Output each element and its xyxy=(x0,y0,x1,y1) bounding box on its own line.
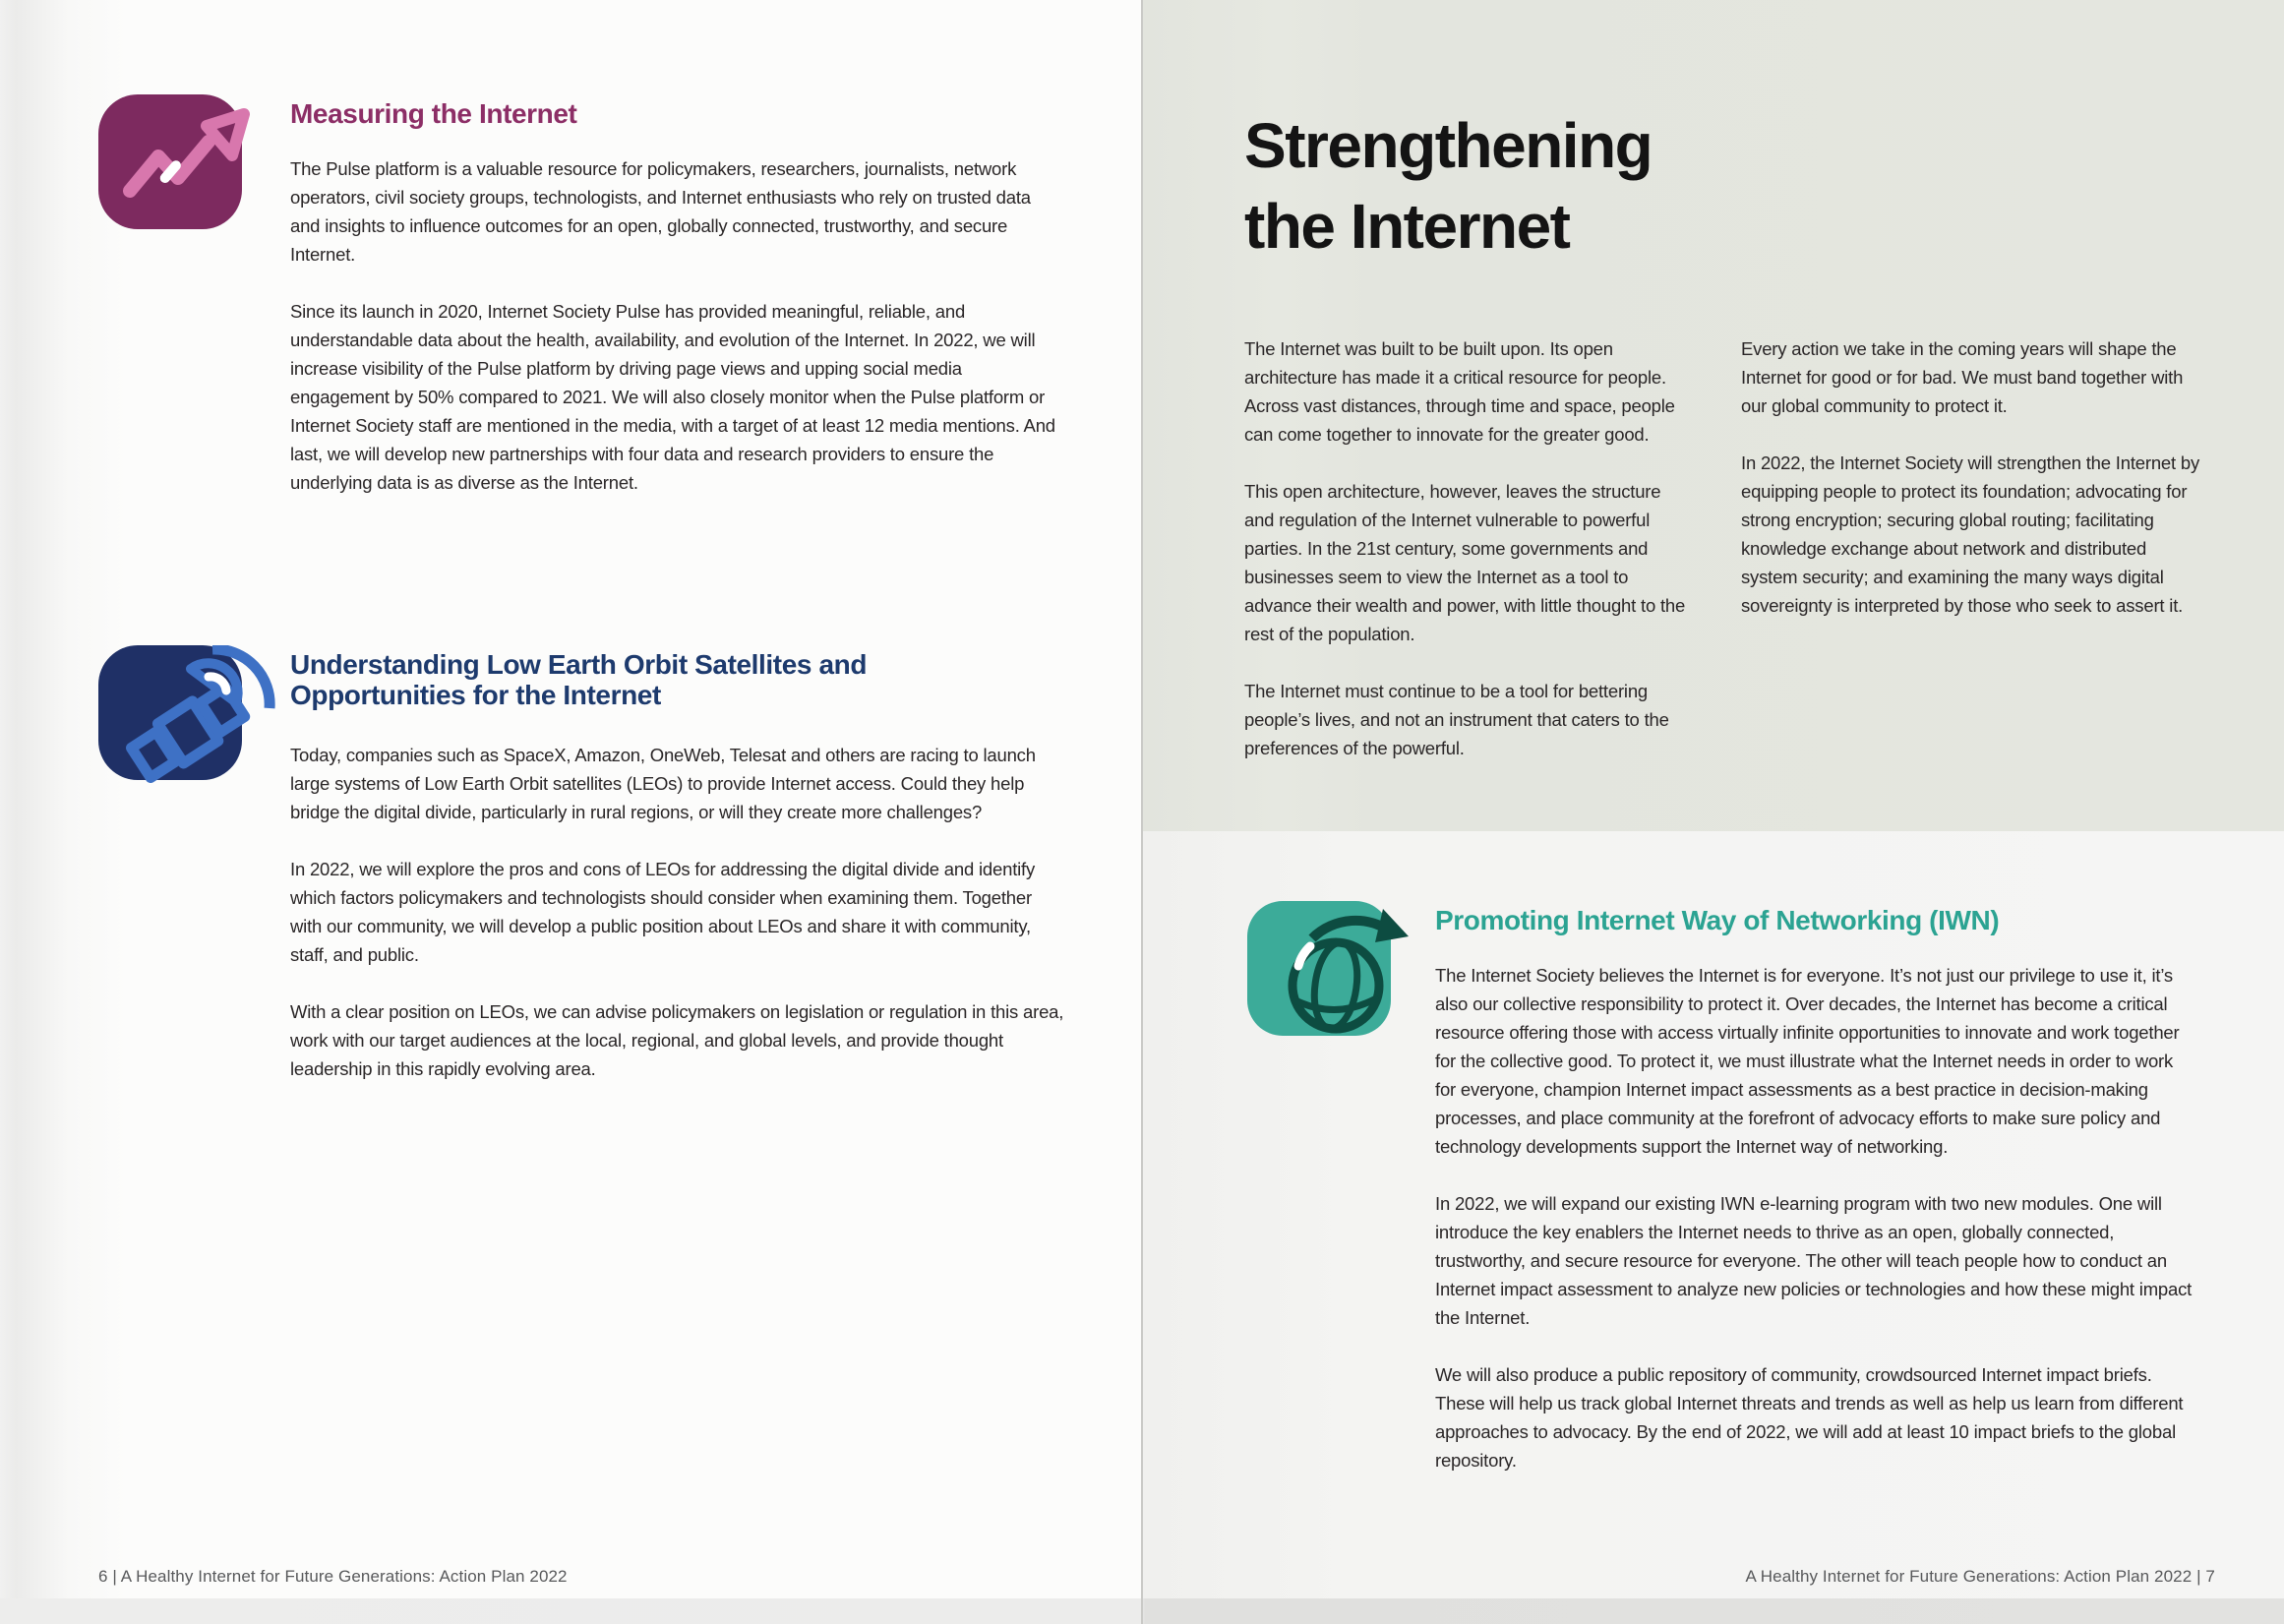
page-7 xyxy=(1143,0,2284,1624)
trend-arrow-icon xyxy=(98,94,277,232)
page-title-line1: Strengthening xyxy=(1244,110,1653,181)
paragraph: In 2022, we will explore the pros and cons of LEOs for addressing the digital divide and identify which factors policymakers and technologists should consider when examining them. Together with our community, we will develop a public position about LEOs and share it with community, staff, and public. xyxy=(290,858,1036,965)
page-title xyxy=(1244,106,1652,268)
paragraph: With a clear position on LEOs, we can advise policymakers on legislation or regulation in this area, work with our target audiences at the local, regional, and global levels, and provide thought leadership in this rapidly evolving area. xyxy=(290,1000,1064,1079)
section-heading-leo: Understanding Low Earth Orbit Satellites and Opportunities for the Internet xyxy=(290,649,868,711)
paragraph: The Internet Society believes the Internet is for everyone. It’s not just our privilege to use it, it’s also our collective responsibility to protect it. Over decades, the Internet has become a critical resource offering those with access virtually infinite opportunities to innovate and work together for the collective good. To protect it, we must illustrate what the Internet needs in order to work for everyone, champion Internet impact assessments as a best practice in decision-making processes, and place community at the forefront of advocacy efforts to make sure policy and technology developments support the Internet way of networking. xyxy=(1435,965,2180,1158)
section-iwn xyxy=(1435,905,2194,1503)
paragraph: This open architecture, however, leaves the structure and regulation of the Internet vulnerable to powerful parties. In the 21st century, some governments and businesses seem to view the Internet as a tool to advance their wealth and power, with little thought to the rest of the population. xyxy=(1244,481,1686,644)
hero-column-2 xyxy=(1741,334,2205,648)
page-footer-left: 6 | A Healthy Internet for Future Generations: Action Plan 2022 xyxy=(98,1567,568,1586)
paragraph: The Internet was built to be built upon. Its open architecture has made it a critical resource for people. Across vast distances, through time and space, people can come together to innovate for the greater good. xyxy=(1244,338,1675,445)
section-heading-iwn: Promoting Internet Way of Networking (IWN) xyxy=(1435,905,2000,935)
paragraph: We will also produce a public repository of community, crowdsourced Internet impact briefs. These will help us track global Internet threats and trends as well as help us learn from different approaches to advocacy. By the end of 2022, we will add at least 10 impact briefs to the global repository. xyxy=(1435,1364,2184,1472)
hero-section xyxy=(1143,0,2284,831)
paragraph: In 2022, the Internet Society will strengthen the Internet by equipping people to protect its foundation; advocating for strong encryption; securing global routing; facilitating knowledge exchange about network and distributed system security; and examining the many ways digital sovereignty is interpreted by those who seek to assert it. xyxy=(1741,452,2200,616)
page-fold-divider xyxy=(1141,0,1143,1624)
paragraph: In 2022, we will expand our existing IWN e-learning program with two new modules. One will introduce the key enablers the Internet needs to thrive as an open, globally connected, trustworthy, and secure resource for everyone. The other will teach people how to conduct an Internet impact assessment to analyze new policies or technologies and how these might impact the Internet. xyxy=(1435,1193,2193,1329)
globe-arrow-icon xyxy=(1247,901,1426,1039)
section-leo-satellites xyxy=(290,649,1065,1112)
paragraph: The Pulse platform is a valuable resource for policymakers, researchers, journalists, network operators, civil society groups, technologists, and Internet enthusiasts who rely on trusted data and insights to influence outcomes for an open, globally connected, trustworthy, and secure Internet. xyxy=(290,158,1031,266)
section-measuring-the-internet xyxy=(290,98,1065,525)
paragraph: Today, companies such as SpaceX, Amazon, OneWeb, Telesat and others are racing to launch large systems of Low Earth Orbit satellites (LEOs) to provide Internet access. Could they help bridge the digital divide, particularly in rural regions, or will they create more challenges? xyxy=(290,744,1036,822)
satellite-icon xyxy=(98,645,277,783)
paragraph: The Internet must continue to be a tool for bettering people’s lives, and not an instrument that caters to the preferences of the powerful. xyxy=(1244,681,1669,758)
paragraph: Every action we take in the coming years will shape the Internet for good or for bad. We must band together with our global community to protect it. xyxy=(1741,338,2184,416)
section-heading-measuring: Measuring the Internet xyxy=(290,98,577,129)
hero-column-1 xyxy=(1244,334,1695,791)
paragraph: Since its launch in 2020, Internet Society Pulse has provided meaningful, reliable, and understandable data about the health, availability, and evolution of the Internet. In 2022, we will increase visibility of the Pulse platform by driving page views and upping social media engagement by 50% compared to 2021. We will also closely monitor when the Pulse platform or Internet Society staff are mentioned in the media, with a target of at least 12 media mentions. And last, we will develop new partnerships with four data and research providers to ensure the underlying data is as diverse as the Internet. xyxy=(290,301,1055,494)
page-footer-right: A Healthy Internet for Future Generations: Action Plan 2022 | 7 xyxy=(1745,1567,2215,1586)
page-title-line2: the Internet xyxy=(1244,190,1570,262)
